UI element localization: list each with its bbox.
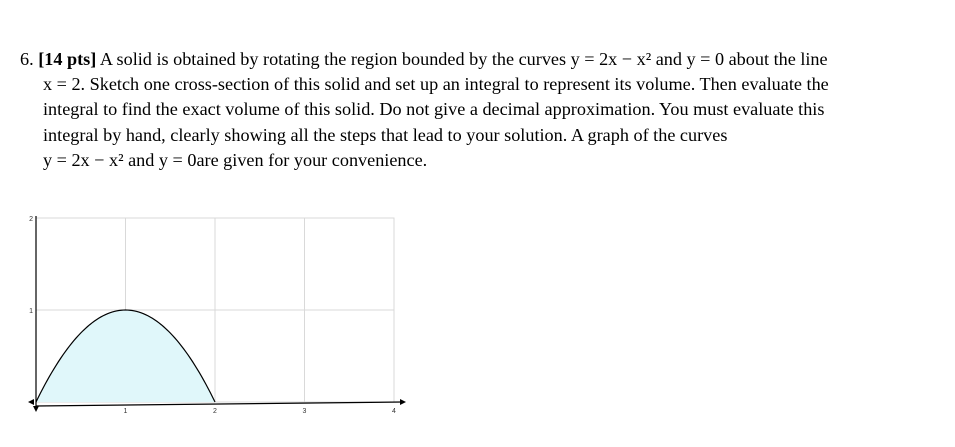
problem-text-3: integral to find the exact volume of this solid. Do not give a decimal approximation. You must evaluate this bbox=[43, 99, 825, 120]
equation-curve bbox=[571, 49, 656, 69]
y-tick-label: 2 bbox=[29, 216, 33, 223]
equation-zero: y = 0 bbox=[686, 49, 725, 69]
problem-line-2 bbox=[20, 72, 940, 97]
and-word-2: and bbox=[128, 149, 155, 170]
equation-zero-2: y = 0 bbox=[158, 149, 197, 170]
problem-line-1 bbox=[20, 47, 940, 72]
problem-number: 6. bbox=[20, 49, 34, 69]
problem-points: [14 pts] bbox=[38, 49, 97, 69]
y-axis-arrow-down bbox=[33, 406, 39, 412]
and-word-1: and bbox=[655, 49, 682, 69]
y-tick-label: 1 bbox=[29, 308, 33, 315]
equation-curve-2: y = 2x − x² bbox=[43, 149, 124, 170]
x-tick-label: 3 bbox=[302, 408, 307, 415]
problem-line-5 bbox=[20, 148, 940, 173]
problem-text-1-end: about the line bbox=[728, 49, 828, 69]
x-axis bbox=[36, 402, 402, 406]
x-axis-arrow-left bbox=[28, 399, 34, 405]
problem-text-4: integral by hand, clearly showing all the steps that lead to your solution. A graph of the curves bbox=[43, 124, 728, 145]
curve-graph bbox=[22, 208, 422, 418]
problem-text-2: Sketch one cross-section of this solid and set up an integral to represent its volume. Then evaluate the bbox=[89, 74, 829, 95]
x-tick-label: 2 bbox=[213, 408, 217, 415]
problem-text-5-end: are given for your convenience. bbox=[196, 149, 428, 170]
x-tick-label: 4 bbox=[392, 408, 396, 415]
x-axis-arrow-right bbox=[400, 399, 406, 405]
graph-svg bbox=[22, 208, 422, 418]
problem-statement bbox=[20, 47, 940, 173]
x-tick-label: 1 bbox=[123, 408, 128, 415]
equation-curve-text: y = 2x − x² bbox=[570, 49, 652, 69]
equation-axis: x = 2. bbox=[43, 74, 86, 95]
problem-text-1: A solid is obtained by rotating the region bounded by the curves bbox=[99, 49, 567, 69]
problem-line-4 bbox=[20, 123, 940, 148]
problem-line-3 bbox=[20, 97, 940, 122]
